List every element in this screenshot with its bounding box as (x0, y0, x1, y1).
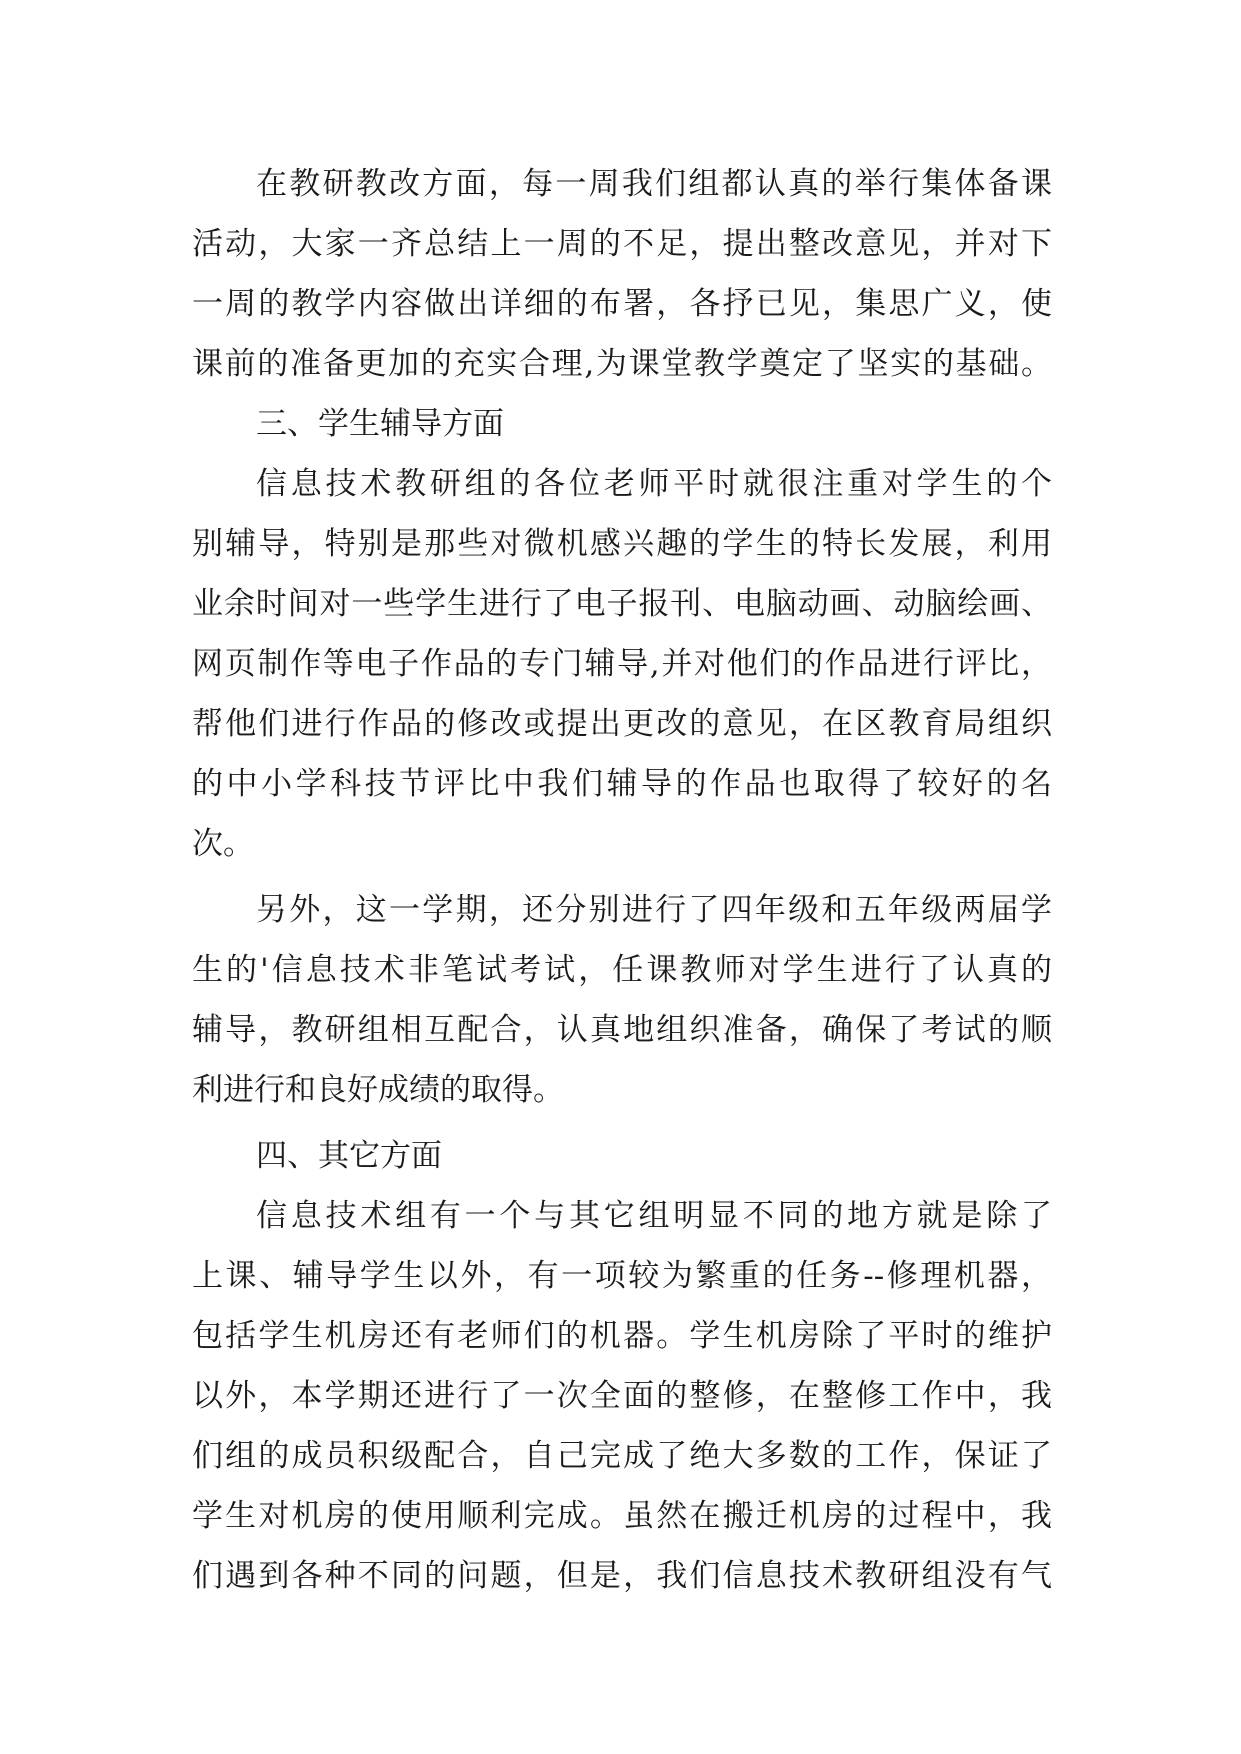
paragraph-line: 上课、辅导学生以外，有一项较为繁重的任务--修理机器， (192, 1258, 1052, 1294)
paragraph-line: 们组的成员积级配合，自己完成了绝大多数的工作，保证了 (192, 1438, 1052, 1474)
paragraph-line: 们遇到各种不同的问题，但是，我们信息技术教研组没有气 (192, 1558, 1052, 1594)
paragraph-line: 业余时间对一些学生进行了电子报刊、电脑动画、动脑绘画、 (192, 586, 1052, 622)
paragraph-line: 辅导，教研组相互配合，认真地组织准备，确保了考试的顺 (192, 1012, 1052, 1048)
section-heading: 四、其它方面 (256, 1138, 442, 1174)
paragraph-line: 一周的教学内容做出详细的布署，各抒已见，集思广义，使 (192, 286, 1052, 322)
paragraph-line: 网页制作等电子作品的专门辅导,并对他们的作品进行评比， (192, 646, 1052, 682)
paragraph-line: 学生对机房的使用顺利完成。虽然在搬迁机房的过程中，我 (192, 1498, 1052, 1534)
paragraph-line: 信息技术组有一个与其它组明显不同的地方就是除了 (256, 1198, 1052, 1234)
paragraph-line: 次。 (192, 826, 254, 862)
section-heading: 三、学生辅导方面 (256, 406, 504, 442)
paragraph-line: 在教研教改方面，每一周我们组都认真的举行集体备课 (256, 166, 1052, 202)
paragraph-line: 帮他们进行作品的修改或提出更改的意见，在区教育局组织 (192, 706, 1052, 742)
paragraph-line: 包括学生机房还有老师们的机器。学生机房除了平时的维护 (192, 1318, 1052, 1354)
paragraph-line: 利进行和良好成绩的取得。 (192, 1072, 564, 1108)
paragraph-line: 生的'信息技术非笔试考试，任课教师对学生进行了认真的 (192, 952, 1052, 988)
paragraph-line: 以外，本学期还进行了一次全面的整修，在整修工作中，我 (192, 1378, 1052, 1414)
paragraph-line: 别辅导，特别是那些对微机感兴趣的学生的特长发展，利用 (192, 526, 1052, 562)
paragraph-line: 信息技术教研组的各位老师平时就很注重对学生的个 (256, 466, 1052, 502)
document-body (192, 154, 1052, 1606)
paragraph-line: 另外，这一学期，还分别进行了四年级和五年级两届学 (256, 892, 1052, 928)
paragraph-line: 的中小学科技节评比中我们辅导的作品也取得了较好的名 (192, 766, 1052, 802)
paragraph-line: 活动，大家一齐总结上一周的不足，提出整改意见，并对下 (192, 226, 1052, 262)
paragraph-line: 课前的准备更加的充实合理,为课堂教学奠定了坚实的基础。 (192, 346, 1052, 382)
